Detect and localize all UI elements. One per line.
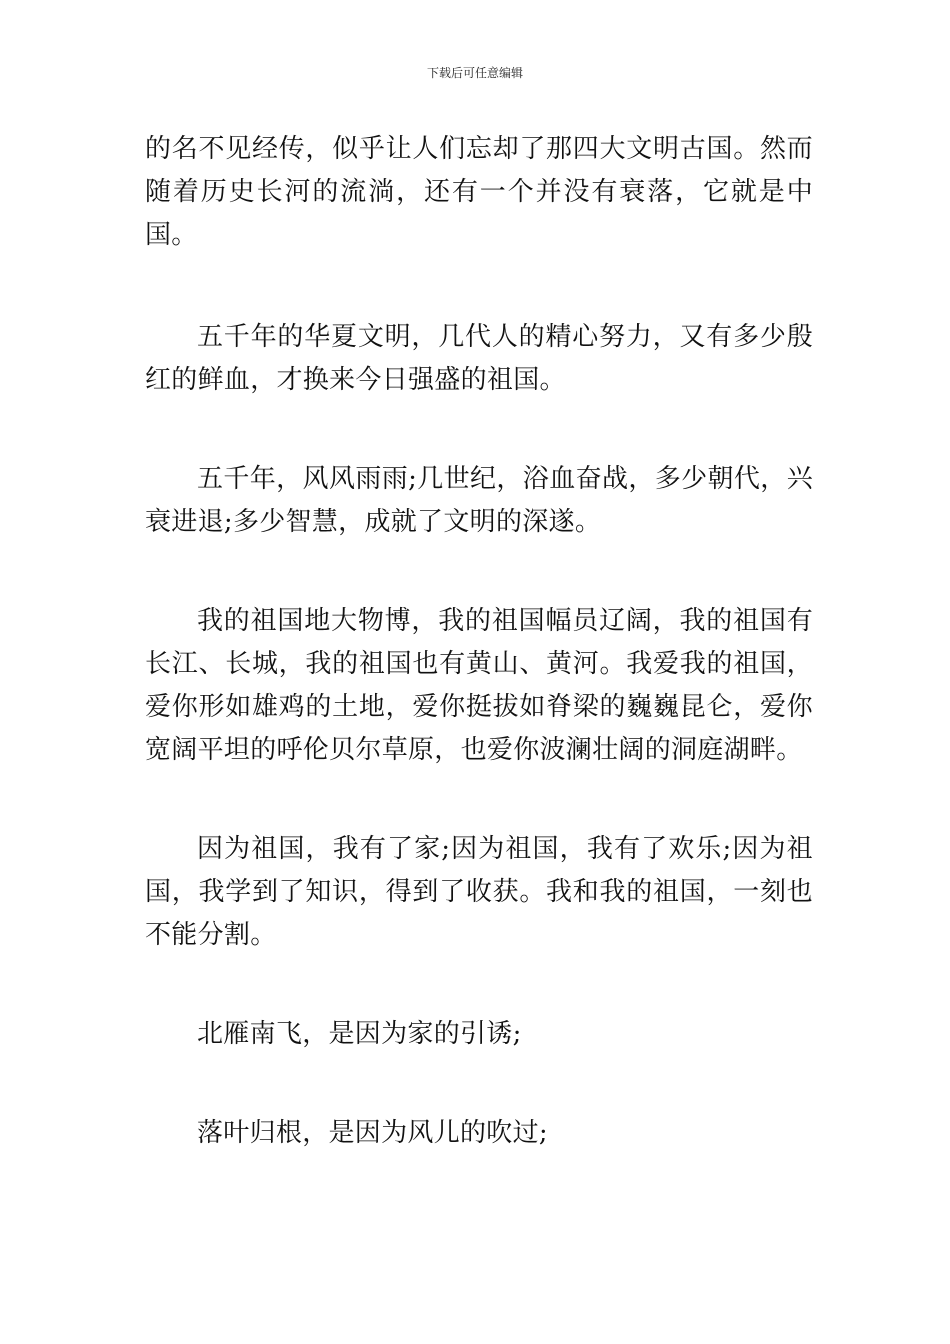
paragraph: 五千年，风风雨雨;几世纪，浴血奋战，多少朝代，兴衰进退;多少智慧，成就了文明的深遂。 (145, 464, 813, 537)
document-body (145, 128, 813, 1211)
page-header: 下载后可任意编辑 (426, 66, 523, 80)
paragraph: 因为祖国，我有了家;因为祖国，我有了欢乐;因为祖国，我学到了知识，得到了收获。我和我的祖国，一刻也不能分割。 (145, 834, 813, 950)
paragraph-continued: 的名不见经传，似乎让人们忘却了那四大文明古国。然而随着历史长河的流淌，还有一个并没有衰落，它就是中国。 (145, 134, 813, 250)
paragraph: 北雁南飞，是因为家的引诱; (197, 1019, 522, 1049)
paragraph: 五千年的华夏文明，几代人的精心努力，又有多少殷红的鲜血，才换来今日强盛的祖国。 (145, 322, 813, 395)
paragraph: 我的祖国地大物博，我的祖国幅员辽阔，我的祖国有长江、长城，我的祖国也有黄山、黄河。我爱我的祖国，爱你形如雄鸡的土地，爱你挺拔如脊梁的巍巍昆仑，爱你宽阔平坦的呼伦贝尔草原，也爱你波澜壮阔的洞庭湖畔。 (145, 606, 813, 765)
paragraph: 落叶归根，是因为风儿的吹过; (197, 1118, 548, 1148)
